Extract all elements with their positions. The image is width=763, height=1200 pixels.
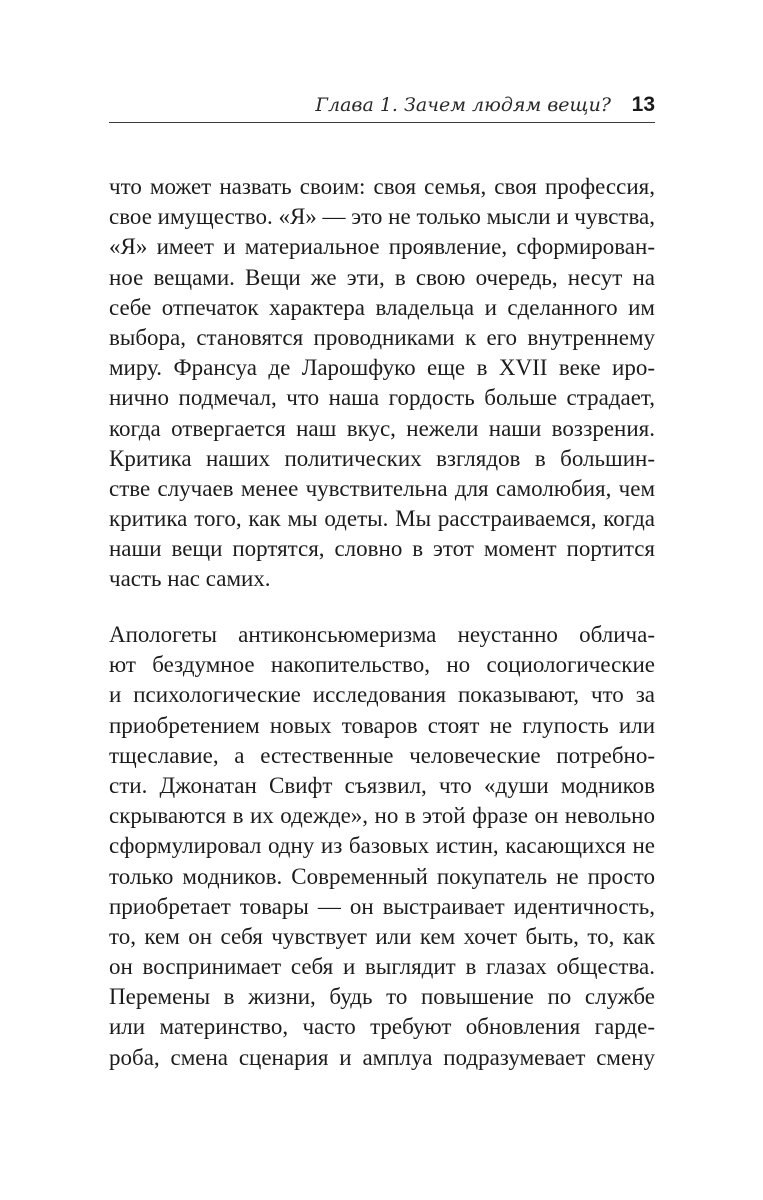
- text-line: тщеславие, а естественные человеческие потребно-: [109, 742, 655, 768]
- text-line: ное вещами. Вещи же эти, в свою очередь, несут на: [109, 264, 655, 290]
- text-line: часть нас самих.: [109, 566, 271, 592]
- text-line: то, кем он себя чувствует или кем хочет быть, то, как: [109, 923, 655, 949]
- text-line: сформулировал одну из базовых истин, касающихся не: [109, 833, 655, 859]
- text-line: или материнство, часто требуют обновления гарде-: [109, 1014, 655, 1040]
- text-line: роба, смена сценария и амплуа подразумевает смену: [109, 1044, 655, 1070]
- text-line: Критика наших политических взглядов в большин-: [109, 445, 655, 471]
- text-line: приобретением новых товаров стоят не глупость или: [109, 712, 655, 738]
- text-line: и психологические исследования показывают, что за: [109, 682, 655, 708]
- text-line: выбора, становятся проводниками к его внутреннему: [109, 324, 655, 350]
- text-line: только модников. Современный покупатель не просто: [109, 863, 655, 889]
- text-line: он воспринимает себя и выглядит в глазах общества.: [109, 954, 655, 980]
- text-line: нично подмечал, что наша гордость больше страдает,: [109, 385, 655, 411]
- text-line: наши вещи портятся, словно в этот момент портится: [109, 536, 655, 562]
- text-line: скрываются в их одежде», но в этой фразе он невольно: [109, 803, 655, 829]
- text-line: «Я» имеет и материальное проявление, сформирован-: [109, 234, 655, 260]
- text-line: стве случаев менее чувствительна для самолюбия, чем: [109, 475, 655, 501]
- text-line: сти. Джонатан Свифт съязвил, что «души модников: [109, 772, 655, 798]
- paragraph-1: [109, 172, 655, 595]
- text-line: когда отвергается наш вкус, нежели наши воззрения.: [109, 415, 655, 441]
- running-title: Глава 1. Зачем людям вещи?: [315, 94, 611, 116]
- paragraph-2: [109, 620, 655, 1073]
- page-number: 13: [631, 93, 655, 116]
- page-header: [109, 90, 655, 123]
- text-line: ют бездумное накопительство, но социологические: [109, 652, 655, 678]
- text-line: Перемены в жизни, будь то повышение по службе: [109, 984, 655, 1010]
- text-line: свое имущество. «Я» — это не только мысли и чувства,: [109, 204, 655, 230]
- text-line: приобретает товары — он выстраивает идентичность,: [109, 893, 655, 919]
- text-line: что может назвать своим: своя семья, своя профессия,: [109, 174, 655, 199]
- text-line: миру. Франсуа де Ларошфуко еще в XVII веке иро-: [109, 355, 655, 381]
- text-line: Апологеты антиконсьюмеризма неустанно облича-: [109, 622, 655, 647]
- text-line: себе отпечаток характера владельца и сделанного им: [109, 294, 655, 320]
- text-line: критика того, как мы одеты. Мы расстраиваемся, когда: [109, 506, 655, 532]
